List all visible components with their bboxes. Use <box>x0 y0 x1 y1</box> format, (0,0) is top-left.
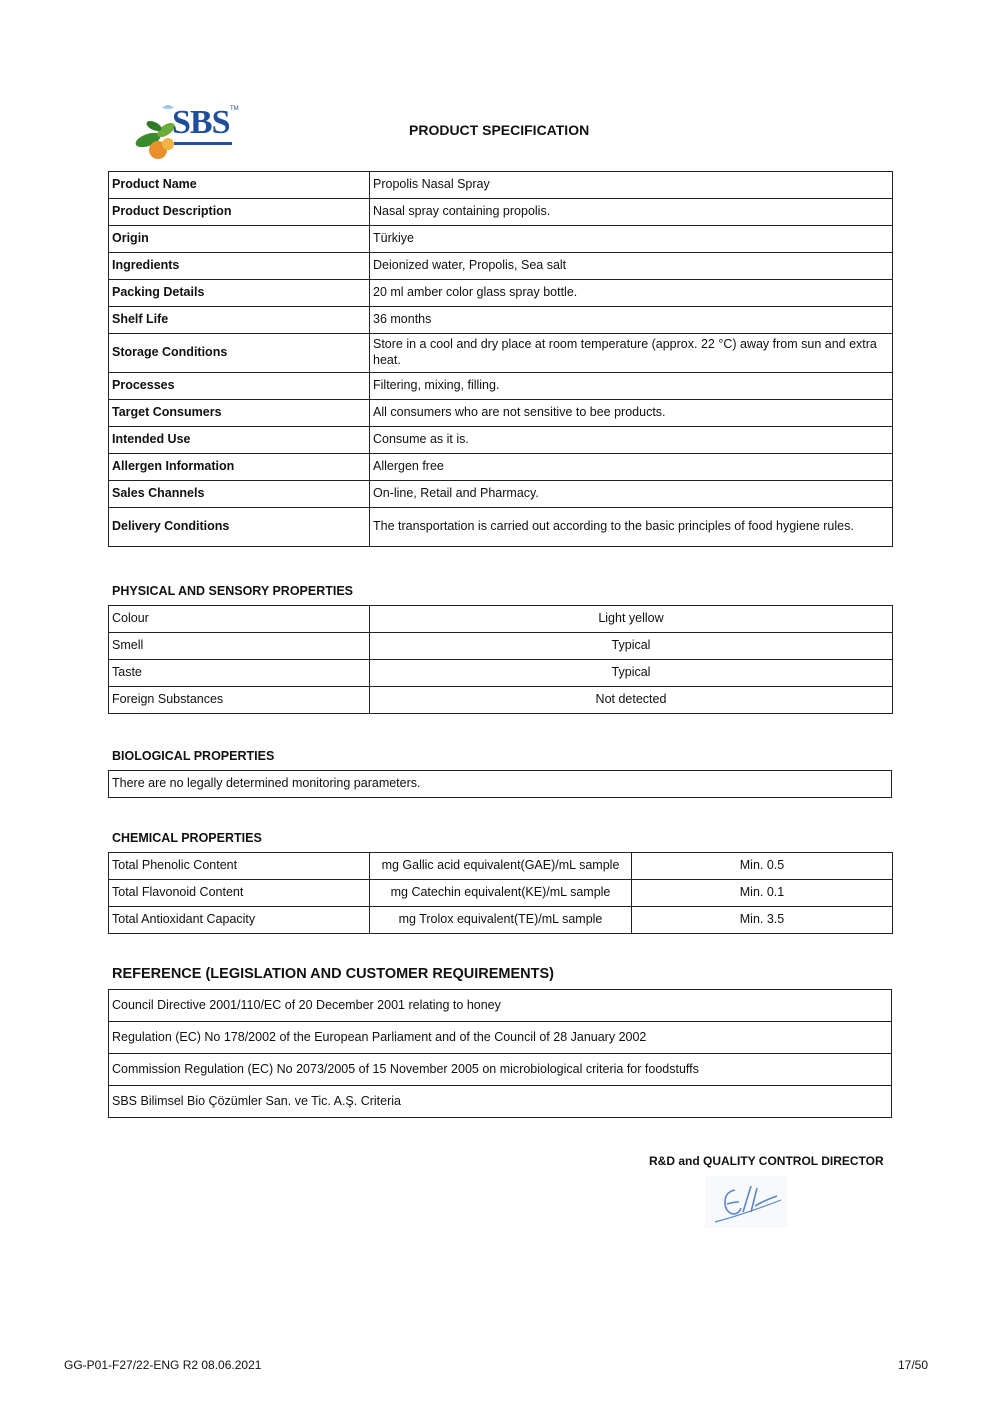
table-row <box>109 226 893 253</box>
reference-heading: REFERENCE (LEGISLATION AND CUSTOMER REQUIREMENTS) <box>112 966 554 982</box>
table-row <box>109 907 893 934</box>
table-row <box>109 481 893 508</box>
chemical-unit: mg Trolox equivalent(TE)/mL sample <box>370 907 632 934</box>
page-number: 17/50 <box>898 1358 929 1372</box>
spec-value: Nasal spray containing propolis. <box>370 199 893 226</box>
specification-table <box>108 171 893 547</box>
table-row <box>109 280 893 307</box>
spec-value: Deionized water, Propolis, Sea salt <box>370 253 893 280</box>
spec-value: Store in a cool and dry place at room temperature (approx. 22 °C) away from sun and extra heat. <box>370 334 893 373</box>
logo-underline <box>174 142 232 145</box>
table-row <box>109 373 893 400</box>
logo-text: SBS <box>172 104 230 141</box>
reference-item: Council Directive 2001/110/EC of 20 December 2001 relating to honey <box>109 990 892 1022</box>
spec-label: Shelf Life <box>109 307 370 334</box>
property-value: Light yellow <box>370 606 893 633</box>
document-code: GG-P01-F27/22-ENG R2 08.06.2021 <box>64 1358 262 1372</box>
logo-trademark: TM <box>230 106 239 112</box>
table-row <box>109 1022 892 1054</box>
table-row <box>109 990 892 1022</box>
property-label: Foreign Substances <box>109 687 370 714</box>
chemical-unit: mg Catechin equivalent(KE)/mL sample <box>370 880 632 907</box>
spec-value: Propolis Nasal Spray <box>370 172 893 199</box>
reference-table <box>108 989 892 1118</box>
chemical-value: Min. 3.5 <box>632 907 893 934</box>
page-title: PRODUCT SPECIFICATION <box>409 122 590 138</box>
chemical-label: Total Antioxidant Capacity <box>109 907 370 934</box>
property-label: Smell <box>109 633 370 660</box>
signature-icon <box>705 1176 787 1228</box>
table-row <box>109 880 893 907</box>
property-label: Taste <box>109 660 370 687</box>
spec-value: 36 months <box>370 307 893 334</box>
spec-value: All consumers who are not sensitive to bee products. <box>370 400 893 427</box>
table-row <box>109 334 893 373</box>
biological-text: There are no legally determined monitoring parameters. <box>109 771 892 798</box>
chemical-value: Min. 0.1 <box>632 880 893 907</box>
table-row <box>109 253 893 280</box>
table-row <box>109 771 892 798</box>
property-value: Not detected <box>370 687 893 714</box>
chemical-label: Total Flavonoid Content <box>109 880 370 907</box>
director-title: R&D and QUALITY CONTROL DIRECTOR <box>649 1154 884 1168</box>
chemical-properties-table <box>108 852 893 934</box>
biological-properties-heading: BIOLOGICAL PROPERTIES <box>112 749 275 763</box>
chemical-label: Total Phenolic Content <box>109 853 370 880</box>
spec-label: Processes <box>109 373 370 400</box>
reference-item: Regulation (EC) No 178/2002 of the European Parliament and of the Council of 28 January 2002 <box>109 1022 892 1054</box>
table-row <box>109 633 893 660</box>
property-value: Typical <box>370 633 893 660</box>
spec-value: Allergen free <box>370 454 893 481</box>
chemical-unit: mg Gallic acid equivalent(GAE)/mL sample <box>370 853 632 880</box>
table-row <box>109 508 893 547</box>
table-row <box>109 307 893 334</box>
spec-value: On-line, Retail and Pharmacy. <box>370 481 893 508</box>
table-row <box>109 427 893 454</box>
chemical-value: Min. 0.5 <box>632 853 893 880</box>
table-row <box>109 400 893 427</box>
sbs-logo <box>128 100 240 164</box>
biological-properties-table <box>108 770 892 798</box>
table-row <box>109 454 893 481</box>
spec-label: Storage Conditions <box>109 334 370 373</box>
spec-value: Filtering, mixing, filling. <box>370 373 893 400</box>
spec-label: Packing Details <box>109 280 370 307</box>
spec-label: Sales Channels <box>109 481 370 508</box>
table-row <box>109 1054 892 1086</box>
property-label: Colour <box>109 606 370 633</box>
spec-label: Product Description <box>109 199 370 226</box>
table-row <box>109 172 893 199</box>
spec-label: Delivery Conditions <box>109 508 370 547</box>
table-row <box>109 606 893 633</box>
table-row <box>109 1086 892 1118</box>
spec-value: Consume as it is. <box>370 427 893 454</box>
signature-image <box>705 1176 787 1228</box>
chemical-properties-heading: CHEMICAL PROPERTIES <box>112 831 262 845</box>
spec-label: Ingredients <box>109 253 370 280</box>
spec-value: Türkiye <box>370 226 893 253</box>
property-value: Typical <box>370 660 893 687</box>
physical-properties-table <box>108 605 893 714</box>
reference-item: Commission Regulation (EC) No 2073/2005 of 15 November 2005 on microbiological criteria for foodstuffs <box>109 1054 892 1086</box>
spec-label: Intended Use <box>109 427 370 454</box>
spec-value: The transportation is carried out according to the basic principles of food hygiene rules. <box>370 508 893 547</box>
physical-properties-heading: PHYSICAL AND SENSORY PROPERTIES <box>112 584 354 598</box>
spec-value: 20 ml amber color glass spray bottle. <box>370 280 893 307</box>
spec-label: Target Consumers <box>109 400 370 427</box>
spec-label: Allergen Information <box>109 454 370 481</box>
table-row <box>109 660 893 687</box>
table-row <box>109 687 893 714</box>
reference-item: SBS Bilimsel Bio Çözümler San. ve Tic. A.Ş. Criteria <box>109 1086 892 1118</box>
table-row <box>109 199 893 226</box>
spec-label: Product Name <box>109 172 370 199</box>
spec-label: Origin <box>109 226 370 253</box>
table-row <box>109 853 893 880</box>
